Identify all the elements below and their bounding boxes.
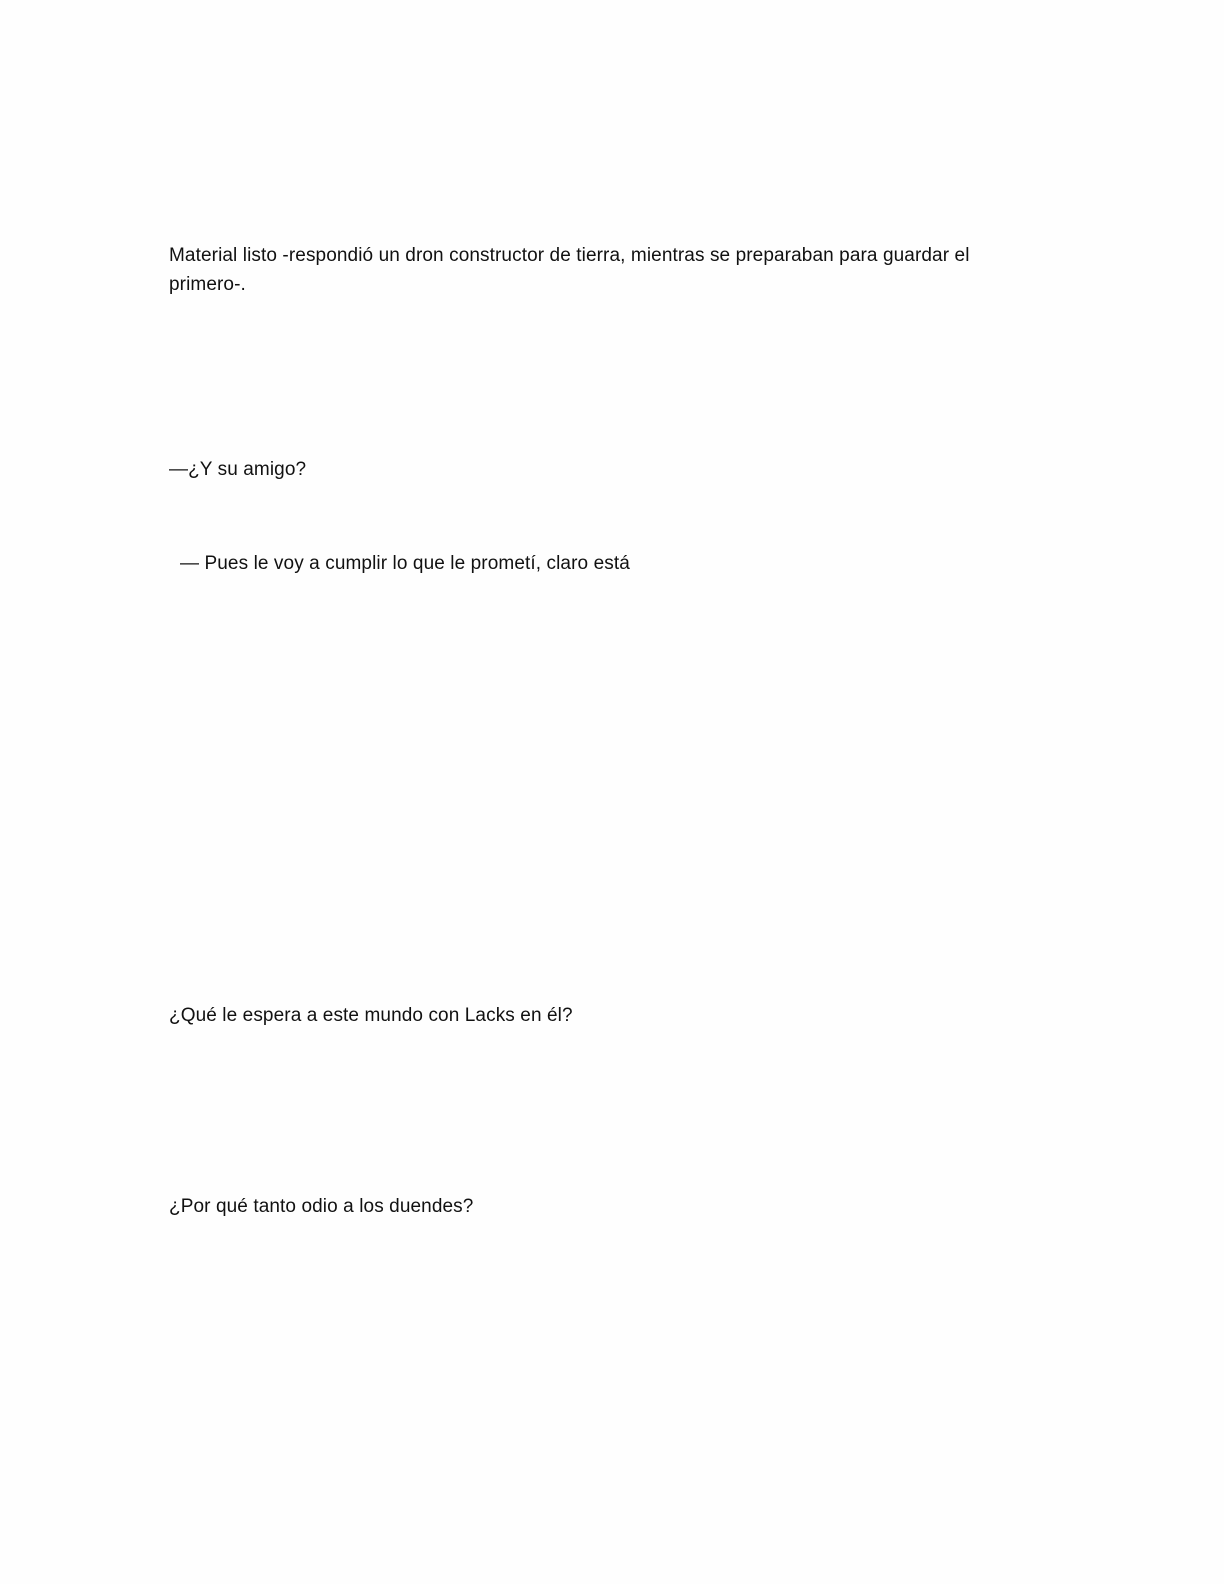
paragraph-que-le-espera: ¿Qué le espera a este mundo con Lacks en él? (169, 1005, 573, 1026)
paragraph-material-listo: Material listo -respondió un dron constructor de tierra, mientras se preparaban para guardar el primero-. (169, 245, 970, 295)
paragraph-pues-le-voy: — Pues le voy a cumplir lo que le prometí, claro está (180, 553, 630, 574)
paragraph-y-su-amigo: —¿Y su amigo? (169, 459, 307, 480)
paragraph-por-que-tanto-odio: ¿Por qué tanto odio a los duendes? (169, 1196, 474, 1217)
